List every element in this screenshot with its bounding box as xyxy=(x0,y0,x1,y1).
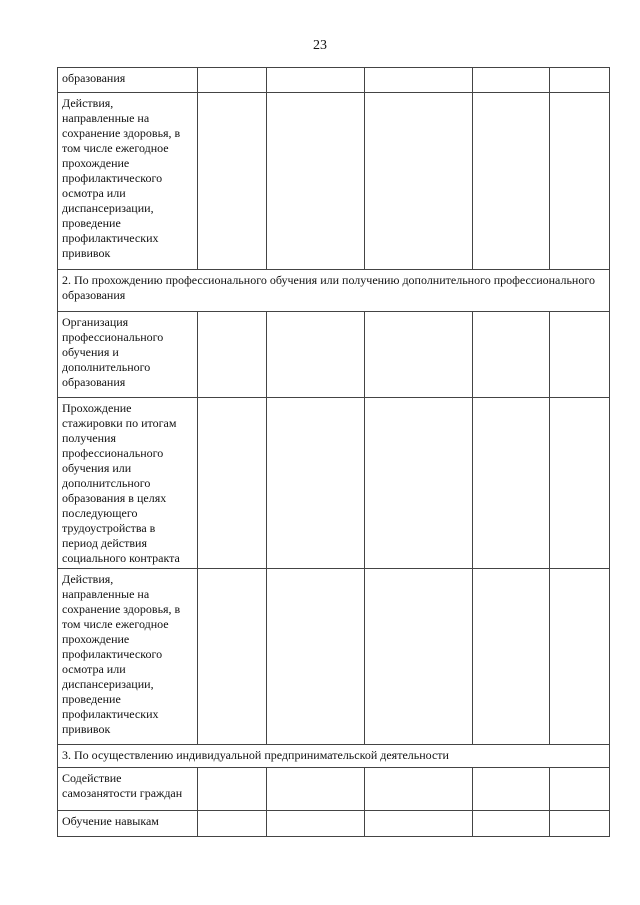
table-row xyxy=(58,93,610,270)
empty-cell xyxy=(267,768,365,811)
empty-cell xyxy=(267,312,365,398)
empty-cell xyxy=(198,93,267,270)
empty-cell xyxy=(473,93,550,270)
row-label: Организация профессионального обучения и дополнительного образования xyxy=(58,312,198,398)
empty-cell xyxy=(198,569,267,745)
empty-cell xyxy=(267,569,365,745)
table-row xyxy=(58,68,610,93)
section-heading: 2. По прохождению профессионального обучения или получению дополнительного профессионального образования xyxy=(58,270,610,312)
plan-table xyxy=(57,67,610,837)
table-row xyxy=(58,398,610,569)
empty-cell xyxy=(550,312,610,398)
empty-cell xyxy=(550,398,610,569)
empty-cell xyxy=(365,768,473,811)
section-heading: 3. По осуществлению индивидуальной предпринимательской деятельности xyxy=(58,745,610,768)
row-label: Прохождение стажировки по итогам получения профессионального обучения или дополнитсльного образования в целях последующего трудоустройства в период действия социального контракта xyxy=(58,398,198,569)
empty-cell xyxy=(550,93,610,270)
empty-cell xyxy=(473,768,550,811)
empty-cell xyxy=(198,312,267,398)
empty-cell xyxy=(473,68,550,93)
empty-cell xyxy=(198,768,267,811)
empty-cell xyxy=(550,811,610,837)
section-row xyxy=(58,270,610,312)
empty-cell xyxy=(550,768,610,811)
empty-cell xyxy=(267,93,365,270)
empty-cell xyxy=(550,68,610,93)
empty-cell xyxy=(473,811,550,837)
row-label: Обучение навыкам xyxy=(58,811,198,837)
empty-cell xyxy=(198,68,267,93)
empty-cell xyxy=(473,398,550,569)
empty-cell xyxy=(365,811,473,837)
row-label: Действия, направленные на сохранение здоровья, в том числе ежегодное прохождение профилактического осмотра или диспансеризации, проведение профилактических прививок xyxy=(58,569,198,745)
empty-cell xyxy=(267,398,365,569)
page-number: 23 xyxy=(313,38,327,53)
empty-cell xyxy=(198,811,267,837)
table-row xyxy=(58,312,610,398)
empty-cell xyxy=(365,398,473,569)
row-label: Содействие самозанятости граждан xyxy=(58,768,198,811)
empty-cell xyxy=(365,569,473,745)
table-row xyxy=(58,569,610,745)
empty-cell xyxy=(267,811,365,837)
empty-cell xyxy=(267,68,365,93)
empty-cell xyxy=(365,312,473,398)
row-label: образования xyxy=(58,68,198,93)
empty-cell xyxy=(473,312,550,398)
table-row xyxy=(58,768,610,811)
row-label: Действия, направленные на сохранение здоровья, в том числе ежегодное прохождение профилактического осмотра или диспансеризации, проведение профилактических прививок xyxy=(58,93,198,270)
empty-cell xyxy=(198,398,267,569)
section-row xyxy=(58,745,610,768)
empty-cell xyxy=(550,569,610,745)
empty-cell xyxy=(473,569,550,745)
table-row xyxy=(58,811,610,837)
empty-cell xyxy=(365,68,473,93)
empty-cell xyxy=(365,93,473,270)
